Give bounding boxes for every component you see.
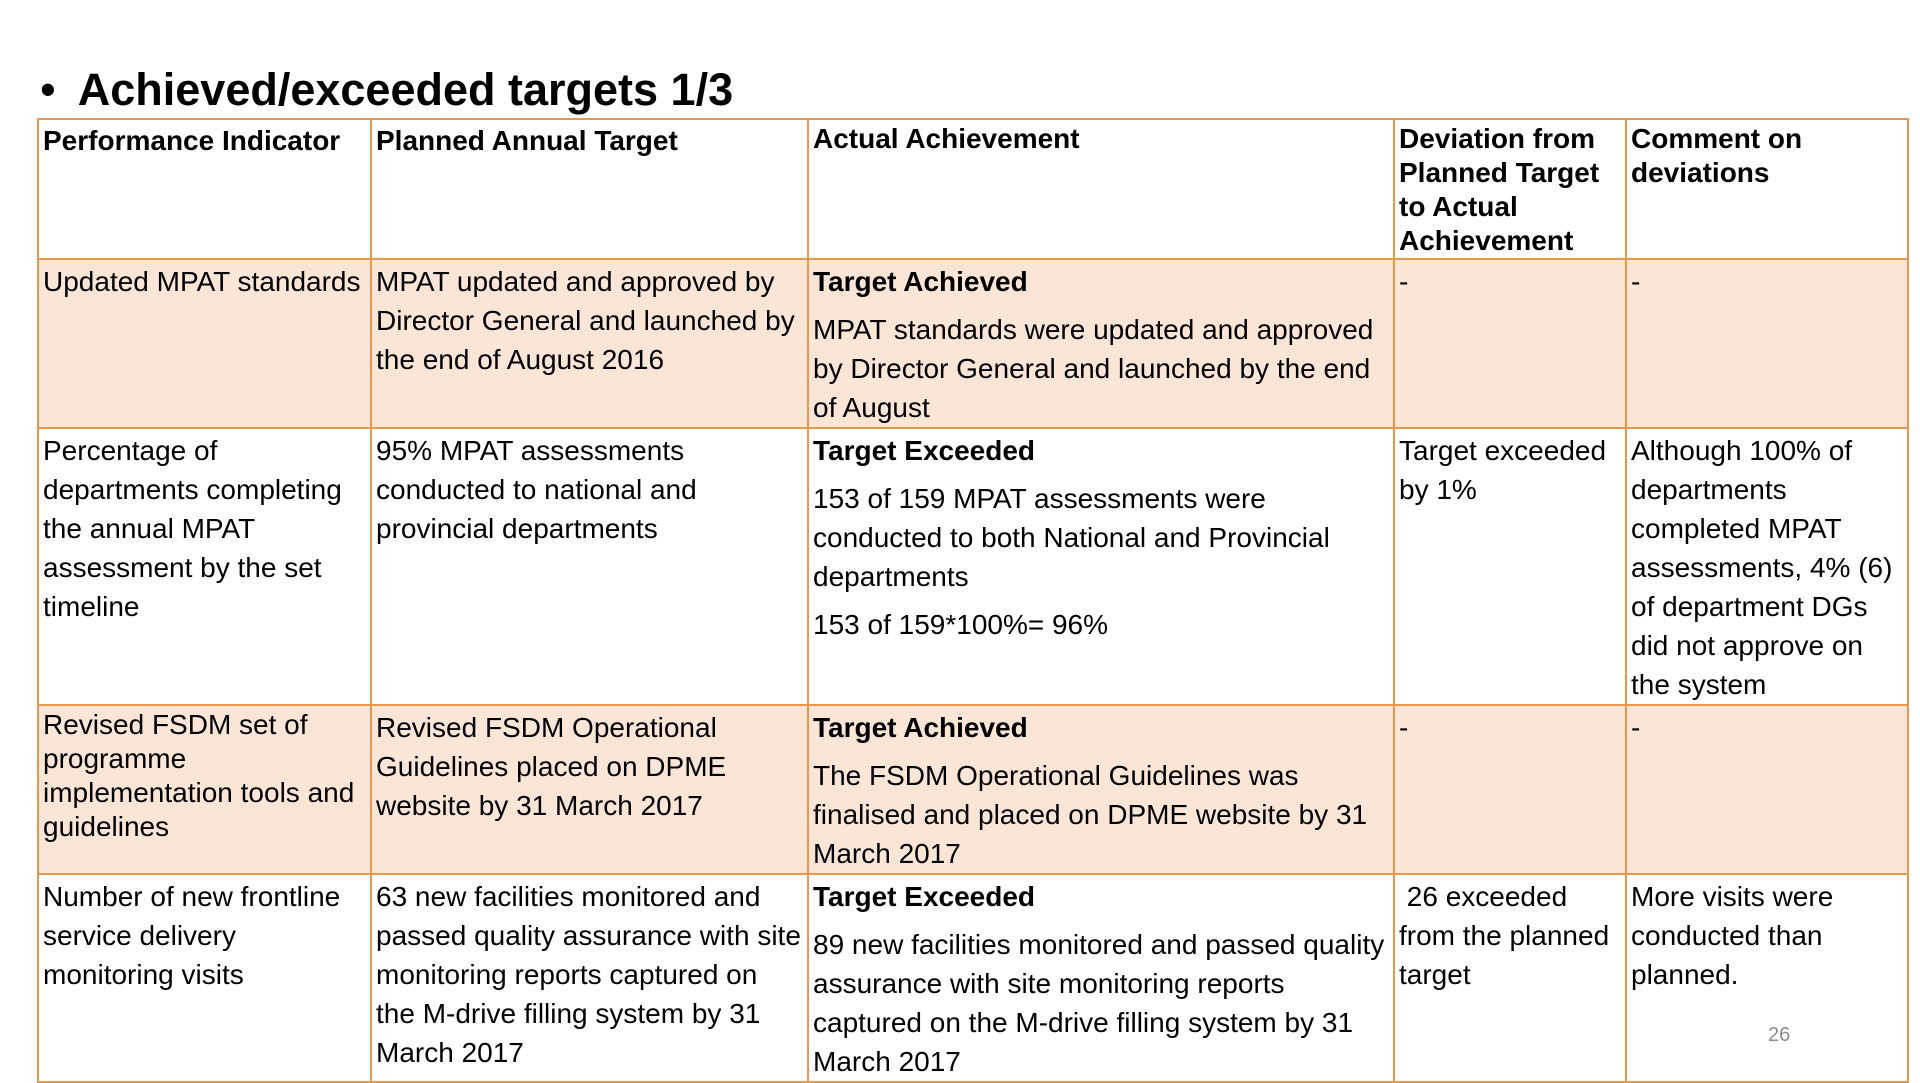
cell-comment: Although 100% of departments completed MPAT assessments, 4% (6) of department DGs did not approve on the system <box>1626 428 1908 705</box>
title-bullet: • <box>40 64 56 115</box>
cell-planned: Revised FSDM Operational Guidelines placed on DPME website by 31 March 2017 <box>371 705 808 874</box>
cell-planned: 63 new facilities monitored and passed quality assurance with site monitoring reports captured on the M-drive filling system by 31 March 2017 <box>371 874 808 1082</box>
cell-comment: - <box>1626 259 1908 428</box>
cell-indicator: Number of new frontline service delivery monitoring visits <box>38 874 371 1082</box>
achievement-detail: MPAT standards were updated and approved by Director General and launched by the end of August <box>813 314 1374 423</box>
status-label: Target Achieved <box>813 712 1028 743</box>
cell-planned: 95% MPAT assessments conducted to national and provincial departments <box>371 428 808 705</box>
cell-deviation: - <box>1394 705 1626 874</box>
table-row <box>38 705 1908 874</box>
header-deviation: Deviation from Planned Target to Actual Achievement <box>1394 119 1626 259</box>
header-planned: Planned Annual Target <box>371 119 808 259</box>
table-row <box>38 874 1908 1082</box>
header-comment: Comment on deviations <box>1626 119 1908 259</box>
cell-comment: More visits were conducted than planned. <box>1626 874 1908 1082</box>
cell-planned: MPAT updated and approved by Director General and launched by the end of August 2016 <box>371 259 808 428</box>
achievement-detail: 153 of 159 MPAT assessments were conducted to both National and Provincial departments <box>813 483 1330 592</box>
status-label: Target Achieved <box>813 266 1028 297</box>
cell-deviation: - <box>1394 259 1626 428</box>
title-text: Achieved/exceeded targets 1/3 <box>77 64 734 115</box>
achievement-detail: 89 new facilities monitored and passed quality assurance with site monitoring reports captured on the M-drive filling system by 31 March 2017 <box>813 929 1385 1077</box>
cell-indicator: Percentage of departments completing the annual MPAT assessment by the set timeline <box>38 428 371 705</box>
achievement-detail: The FSDM Operational Guidelines was finalised and placed on DPME website by 31 March 2017 <box>813 760 1368 869</box>
cell-actual <box>808 705 1394 874</box>
cell-actual <box>808 428 1394 705</box>
header-indicator: Performance Indicator <box>38 119 371 259</box>
table-row <box>38 259 1908 428</box>
header-row <box>38 119 1908 259</box>
cell-indicator: Revised FSDM set of programme implementation tools and guidelines <box>38 705 371 874</box>
page-number: 26 <box>1768 1024 1791 1046</box>
achievement-calculation: 153 of 159*100%= 96% <box>813 609 1109 640</box>
cell-deviation: Target exceeded by 1% <box>1394 428 1626 705</box>
page-title <box>40 64 733 116</box>
status-label: Target Exceeded <box>813 881 1036 912</box>
status-label: Target Exceeded <box>813 435 1036 466</box>
table-row <box>38 428 1908 705</box>
cell-indicator: Updated MPAT standards <box>38 259 371 428</box>
header-actual: Actual Achievement <box>808 119 1394 259</box>
cell-actual <box>808 259 1394 428</box>
cell-actual <box>808 874 1394 1082</box>
cell-deviation: 26 exceeded from the planned target <box>1394 874 1626 1082</box>
targets-table <box>37 118 1909 1083</box>
cell-comment: - <box>1626 705 1908 874</box>
